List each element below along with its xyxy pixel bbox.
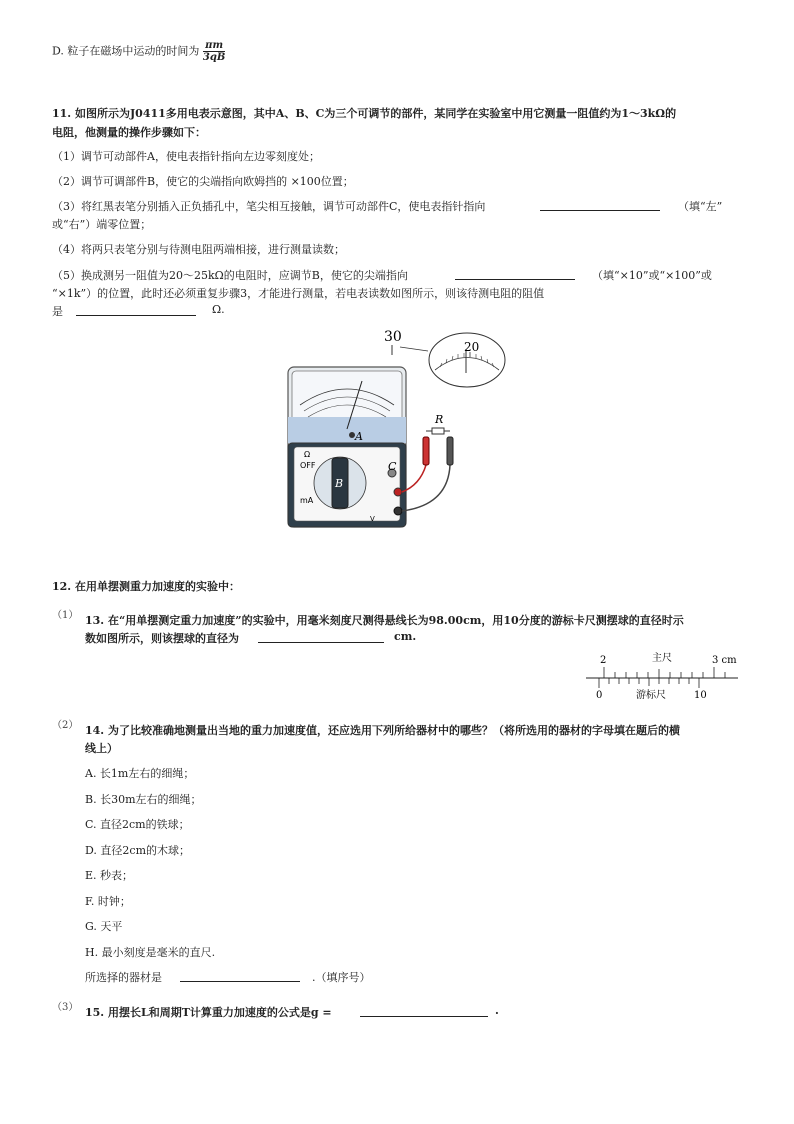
label-30: 30 (384, 329, 402, 345)
q11-step3b: （填“左” (678, 200, 723, 213)
answer-blank-step5-range[interactable] (455, 267, 575, 280)
q11-step5b: （填“×10”或“×100”或 (592, 269, 712, 282)
option-a: A. 长1m左右的细绳； (85, 767, 195, 780)
probe-black (447, 437, 453, 465)
label-ohm: Ω (304, 450, 311, 459)
fraction-denominator: 3qB (202, 52, 226, 63)
q14-line1: 14. 为了比较准确地测量出当地的重力加速度值，还应选用下列所给器材中的哪些？（将所选用的器材的字母填在题后的横 (85, 724, 680, 737)
q11-step4: （4）将两只表笔分别与待测电阻两端相接，进行测量读数； (52, 243, 345, 256)
caliper-main-scale-label: 主尺 (652, 653, 672, 664)
q11-step3c: 或“右”）端零位置； (52, 218, 152, 231)
q13-line2-post: cm. (394, 630, 417, 643)
q11-line1: 11. 如图所示为J0411多用电表示意图，其中A、B、C为三个可调节的部件，某同学在实验室中用它测量一阻值约为1～3kΩ的 (52, 107, 677, 120)
answer-blank-formula[interactable] (360, 1004, 488, 1017)
q15-post: . (495, 1004, 499, 1017)
option-b: B. 长30m左右的细绳； (85, 793, 202, 806)
option-d-fraction (203, 40, 225, 63)
label-B: B (335, 477, 344, 490)
option-d-text: D. 粒子在磁场中运动的时间为 (52, 44, 200, 58)
label-R: R (435, 413, 444, 426)
option-f: F. 时钟； (85, 895, 131, 908)
label-A: A (355, 430, 363, 443)
answer-blank-resistance[interactable] (76, 303, 196, 316)
option-c: C. 直径2cm的铁球； (85, 818, 190, 831)
caliper-vernier-label: 游标尺 (636, 690, 666, 701)
caliper-label-3cm: 3 cm (712, 655, 737, 666)
fraction-numerator: πm (203, 40, 225, 52)
q13-line2-pre: 数如图所示，则该摆球的直径为 (85, 632, 239, 645)
option-d (52, 40, 225, 63)
jack-red (394, 488, 402, 496)
q11-step5d-pre: 是 (52, 305, 63, 318)
label-20: 20 (464, 340, 480, 354)
jack-black (394, 507, 402, 515)
meter-lower-band (288, 417, 406, 443)
q11-step5c: “×1k”）的位置，此时还必须重复步骤3，才能进行测量，若电表读数如图所示，则该待测电阻的阻值 (52, 287, 545, 300)
vernier-caliper (582, 650, 742, 702)
label-OFF: OFF (300, 461, 316, 470)
caliper-label-0: 0 (596, 690, 603, 701)
part2-label: （2） (52, 720, 79, 731)
q11-step5d-post: Ω. (212, 303, 225, 316)
option-d-item: D. 直径2cm的木球； (85, 844, 191, 857)
select-pre: 所选择的器材是 (85, 971, 162, 984)
option-h: H. 最小刻度是毫米的直尺. (85, 946, 216, 959)
label-mA: mA (300, 496, 314, 505)
q11-step5a: （5）换成测另一阻值为20～25kΩ的电阻时，应调节B，使它的尖端指向 (52, 269, 408, 282)
q11-step2: （2）调节可调部件B，使它的尖端指向欧姆挡的 ×100位置； (52, 175, 354, 188)
answer-blank-equipment[interactable] (180, 969, 300, 982)
option-e: E. 秒表； (85, 869, 134, 882)
option-g: G. 天平 (85, 920, 123, 933)
answer-blank-step3[interactable] (540, 198, 660, 211)
q11-step3a: （3）将红黑表笔分别插入正负插孔中，笔尖相互接触，调节可动部件C，使电表指针指向 (52, 200, 486, 213)
resistor-Rx (432, 428, 444, 434)
probe-red (423, 437, 429, 465)
label-C: C (388, 460, 397, 473)
q15-pre: 15. 用摆长L和周期T计算重力加速度的公式是g = (85, 1006, 332, 1019)
q14-line2: 线上） (85, 742, 118, 755)
caliper-label-10: 10 (694, 690, 707, 701)
q12-title: 12. 在用单摆测重力加速度的实验中： (52, 580, 240, 593)
answer-blank-diameter[interactable] (258, 630, 384, 643)
select-post: .（填序号） (312, 971, 371, 984)
caliper-label-2: 2 (600, 655, 607, 666)
part1-label: （1） (52, 610, 79, 621)
label-V: V (370, 515, 375, 523)
part3-label: （3） (52, 1002, 79, 1013)
q13-line1: 13. 在“用单摆测定重力加速度”的实验中，用毫米刻度尺测得悬线长为98.00cm，用10分度的游标卡尺测摆球的直径时示 (85, 614, 684, 627)
q11-step1: （1）调节可动部件A，使电表指针指向左边零刻度处； (52, 150, 320, 163)
q11-line2: 电阻，他测量的操作步骤如下： (52, 126, 206, 139)
multimeter-figure (280, 325, 520, 535)
